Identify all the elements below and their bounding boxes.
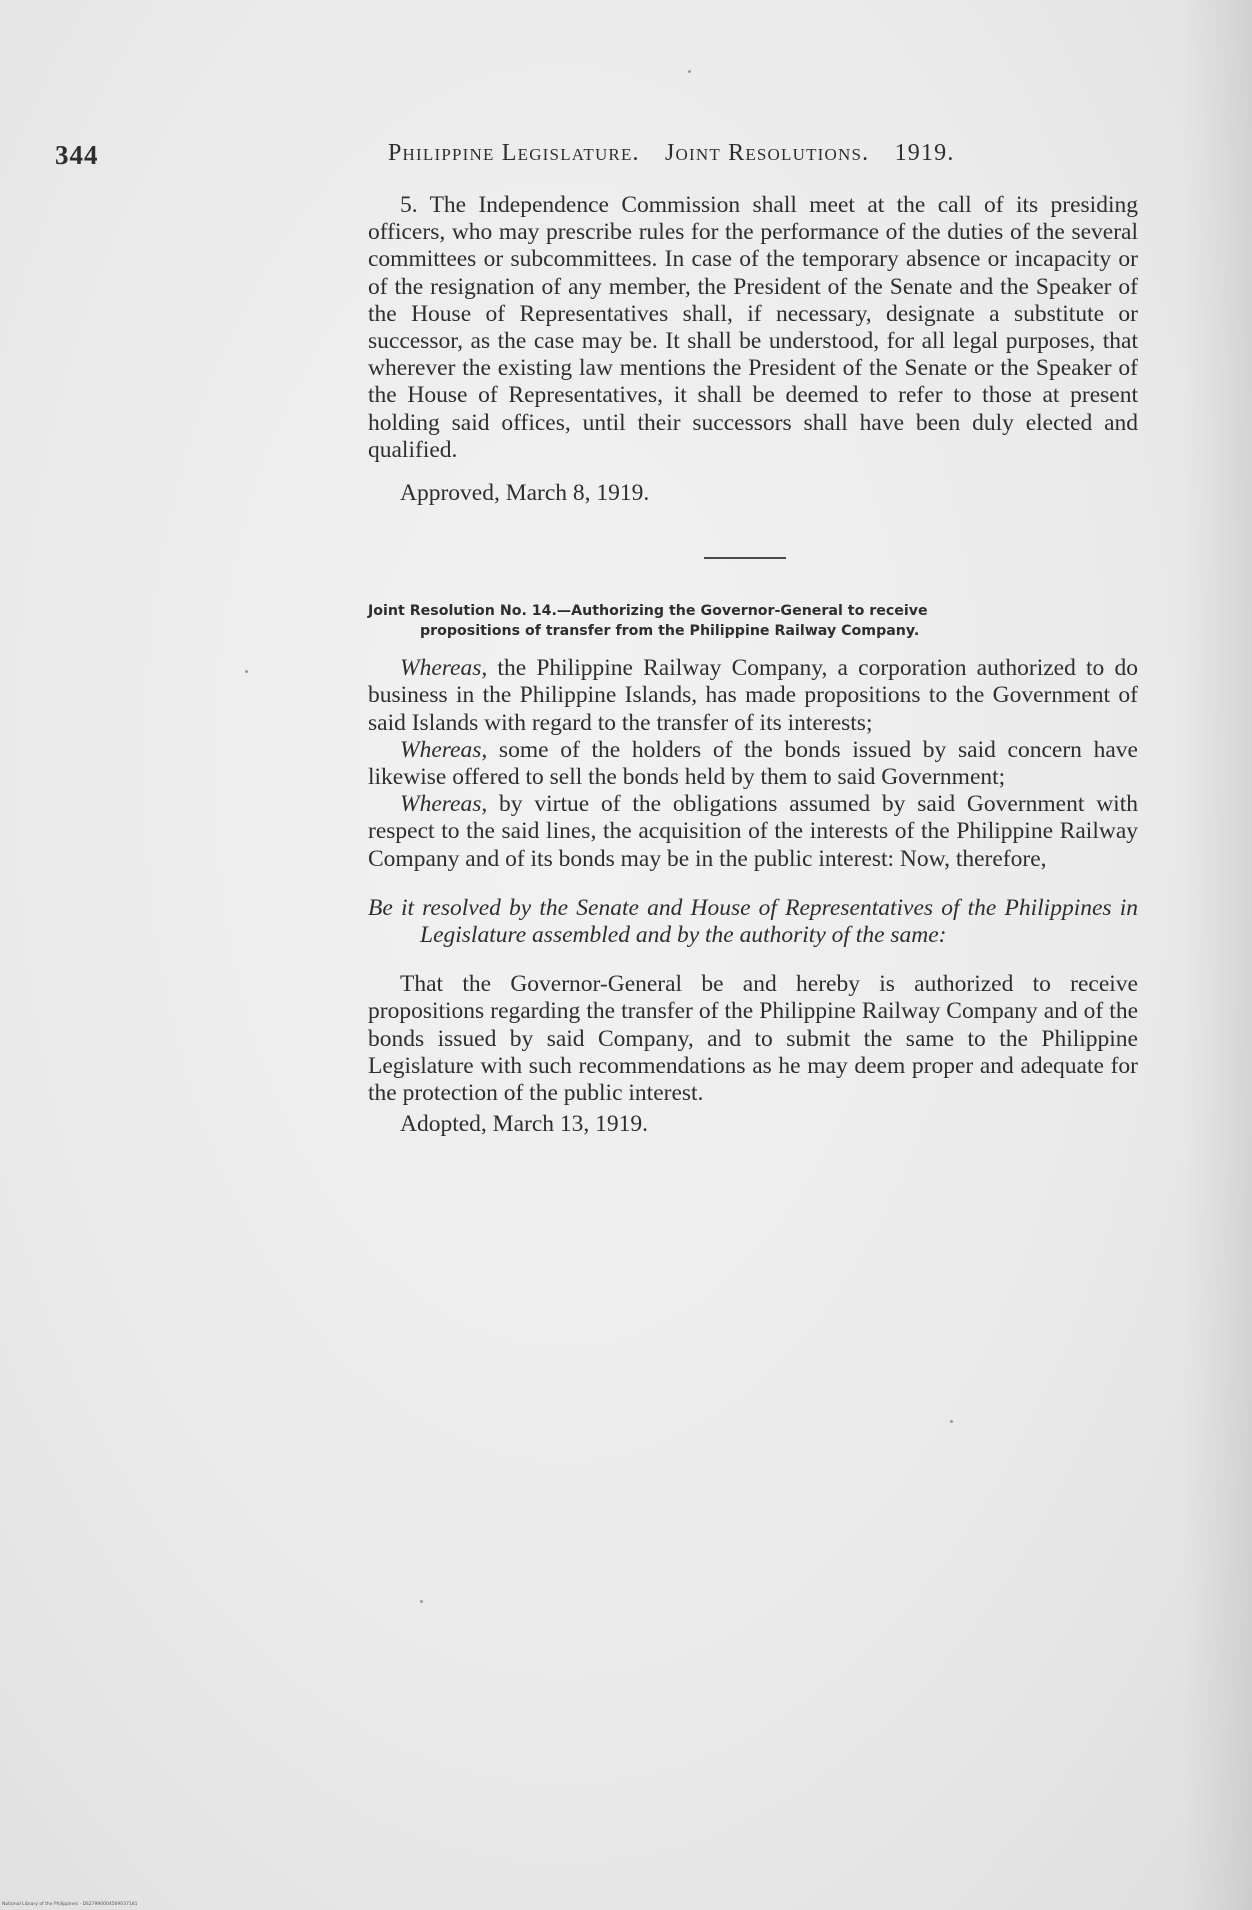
approved-date: Approved, March 8, 1919. (400, 480, 650, 507)
whereas-lead: Whereas, (400, 655, 488, 682)
whereas-text: by virtue of the obligations assumed by said Government with respect to the said lines, the acquisition of the interests of the Philippine Railway Company and of its bonds may be in the public interest: Now, therefore, (368, 791, 1138, 872)
section-divider (704, 557, 786, 559)
resolution-heading-line-1: Joint Resolution No. 14.—Authorizing the Governor-General to receive (368, 603, 928, 620)
whereas-clauses (368, 655, 1138, 873)
resolution-heading-line-2: propositions of transfer from the Philippine Railway Company. (420, 623, 920, 640)
running-head-year: 1919. (894, 140, 955, 166)
resolving-clause: Be it resolved by the Senate and House of Representatives of the Philippines in Legislature assembled and by the authority of the same: (368, 894, 1138, 949)
running-head-section: Joint Resolutions. (664, 140, 870, 166)
running-head-title: Philippine Legislature. (388, 140, 640, 166)
scan-speck (688, 70, 691, 73)
whereas-clause (368, 737, 1138, 791)
scan-speck (950, 1420, 953, 1423)
whereas-clause (368, 791, 1138, 873)
page-body (368, 192, 1138, 1138)
whereas-text: some of the holders of the bonds issued by said concern have likewise offered to sell the bonds held by them to said Government; (368, 736, 1138, 791)
whereas-text: the Philippine Railway Company, a corporation authorized to do business in the Philippine Islands, has made propositions to the Government of said Islands with regard to the transfer of its interests; (368, 655, 1138, 736)
operative-paragraph: That the Governor-General be and hereby is authorized to receive propositions regarding the transfer of the Philippine Railway Company and of the bonds issued by said Company, and to submit the same to the Philippine Legislature with such recommendations as he may deem proper and adequate for the protection of the public interest. (368, 971, 1138, 1107)
resolution-heading (368, 601, 1138, 641)
whereas-lead: Whereas, (400, 736, 488, 763)
page-number: 344 (55, 140, 99, 170)
footer-credit: National Library of the Philippines · DS27990004569037181 (2, 1902, 138, 1907)
section-5-paragraph: 5. The Independence Commission shall meet at the call of its presiding officers, who may prescribe rules for the performance of the duties of the several committees or subcommittees. In case of the temporary absence or incapacity or of the resignation of any member, the President of the Senate and the Speaker of the House of Representatives shall, if necessary, designate a substitute or successor, as the case may be. It shall be understood, for all legal purposes, that wherever the existing law mentions the President of the Senate or the Speaker of the House of Representatives, it shall be deemed to refer to those at present holding said offices, until their successors shall have been duly elected and qualified. (368, 192, 1138, 463)
scan-speck (420, 1600, 423, 1603)
page-edge-shadow (1182, 0, 1252, 1910)
whereas-lead: Whereas, (400, 791, 488, 818)
running-head (388, 140, 955, 167)
adopted-date: Adopted, March 13, 1919. (400, 1111, 649, 1138)
whereas-clause (368, 655, 1138, 737)
scan-speck (245, 670, 248, 673)
